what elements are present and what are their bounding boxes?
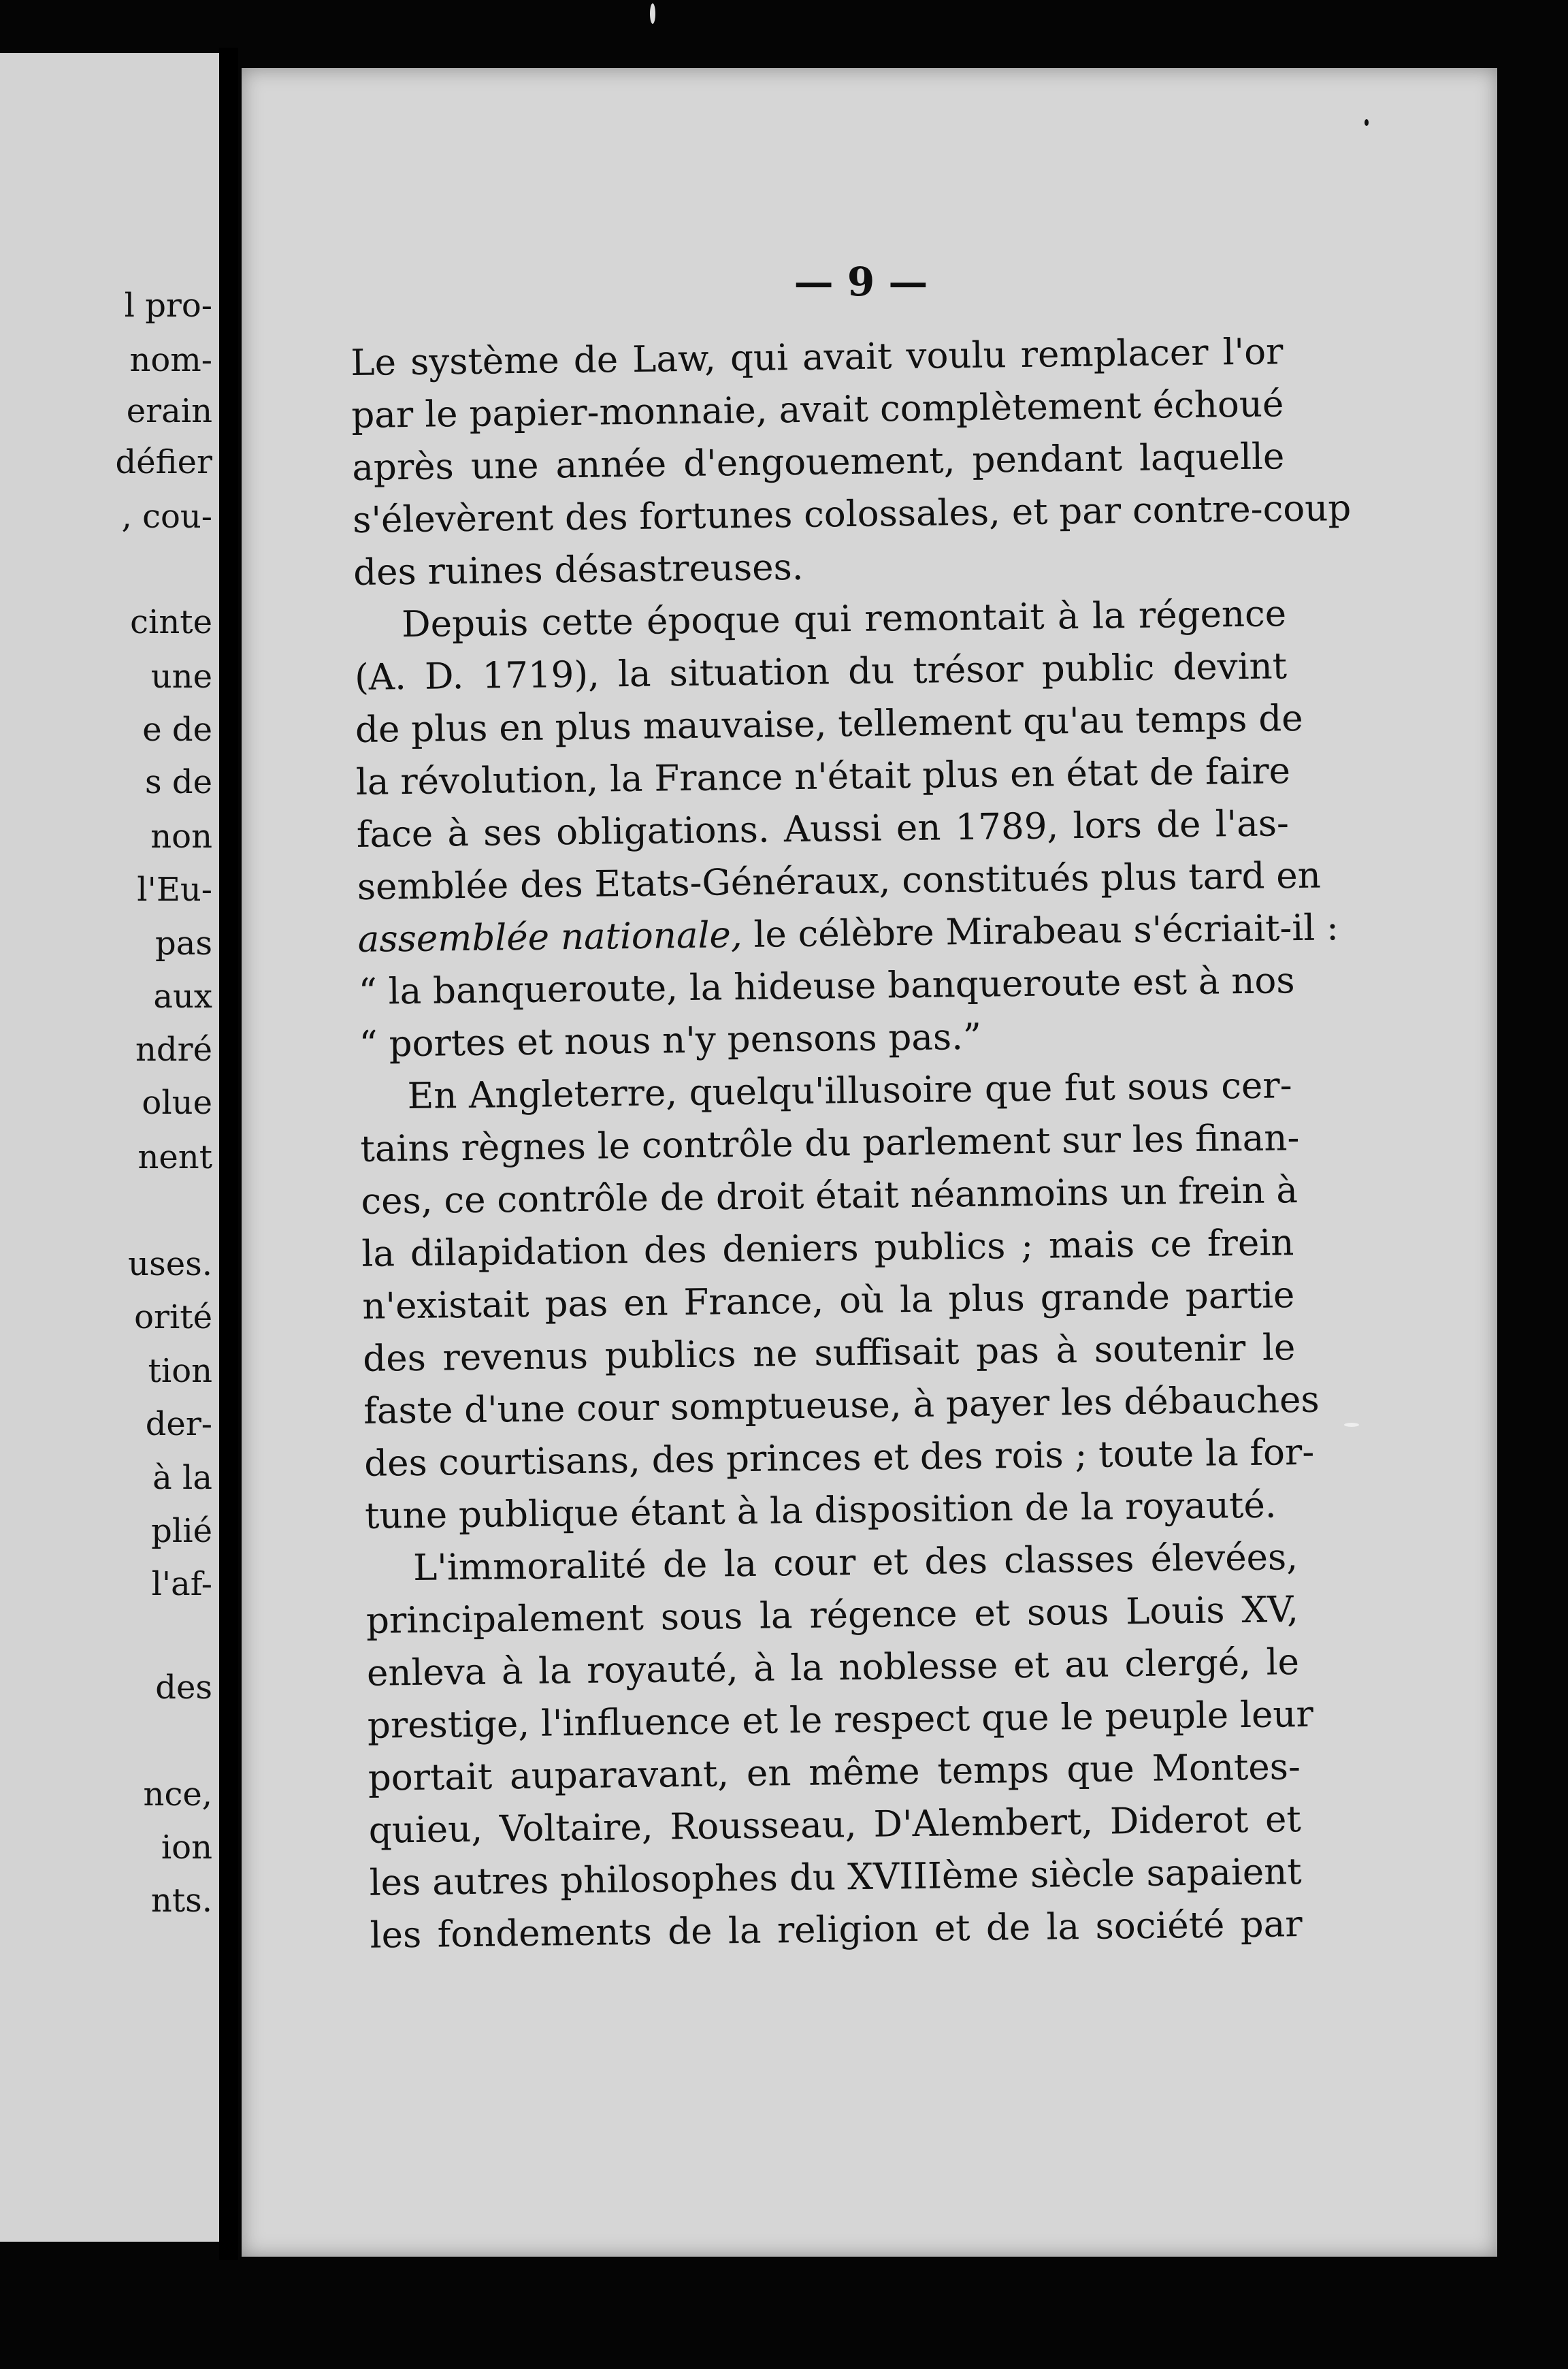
text-line: “ portes et nous n'y pensons pas.”: [359, 1016, 982, 1065]
left-page-line-fragment: orité: [134, 1298, 212, 1336]
text-line: principalement sous la régence et sous Louis XV,: [365, 1589, 1299, 1642]
text-line: portait auparavant, en même temps que Montes-: [368, 1746, 1301, 1799]
left-page-line-fragment: nce,: [143, 1775, 212, 1814]
body-text: [350, 325, 1352, 1962]
left-page-line-fragment: l'af-: [151, 1565, 212, 1603]
book-page: [242, 68, 1497, 2257]
left-page-line-fragment: non: [150, 818, 212, 856]
left-page-line-fragment: tion: [148, 1352, 212, 1390]
text-line: (A. D. 1719), la situation du trésor public devint: [354, 645, 1288, 698]
italic-phrase: assemblée nationale,: [357, 914, 743, 961]
scan-speck: [1365, 119, 1369, 126]
text-line: L'immoralité de la cour et des classes élevées,: [412, 1536, 1298, 1590]
text-line: après une année d'engouement, pendant laquelle: [351, 436, 1285, 489]
text-line: des revenus publics ne suffisait pas à soutenir le: [362, 1327, 1296, 1380]
text-line: Le système de Law, qui avait voulu remplacer l'or: [350, 331, 1284, 384]
left-page-line-fragment: nent: [137, 1138, 212, 1176]
left-page-line-fragment: e de: [142, 711, 212, 749]
text-line-rest: le célèbre Mirabeau s'écriait-il :: [742, 907, 1339, 956]
text-line: tune publique étant à la disposition de la royauté.: [364, 1484, 1277, 1537]
left-page-line-fragment: défier: [115, 443, 212, 481]
text-line: Depuis cette époque qui remontait à la régence: [401, 593, 1287, 646]
text-line: la dilapidation des deniers publics ; mais ce frein: [361, 1222, 1294, 1275]
left-page-line-fragment: , cou-: [121, 498, 212, 536]
text-line: de plus en plus mauvaise, tellement qu'au temps de: [355, 697, 1303, 751]
text-line: les fondements de la religion et de la société par: [370, 1903, 1303, 1956]
text-line: tains règnes le contrôle du parlement sur les finan-: [360, 1117, 1300, 1170]
text-line: des ruines désastreuses.: [353, 546, 804, 594]
text-line: semblée des Etats-Généraux, constitués plus tard en: [357, 854, 1322, 908]
left-page-line-fragment: aux: [153, 978, 212, 1016]
text-line: “ la banqueroute, la hideuse banqueroute est à nos: [358, 960, 1295, 1013]
left-page-line-fragment: ion: [161, 1828, 212, 1867]
text-line: faste d'une cour somptueuse, à payer les débauches: [363, 1379, 1320, 1432]
previous-page-fragment: [0, 53, 219, 2242]
left-page-line-fragment: olue: [142, 1084, 212, 1122]
left-page-line-fragment: erain: [126, 392, 212, 430]
left-page-line-fragment: l'Eu-: [137, 871, 212, 909]
left-page-line-fragment: pas: [155, 924, 212, 963]
text-line: par le papier-monnaie, avait complètement échoué: [351, 383, 1284, 436]
text-line: quieu, Voltaire, Rousseau, D'Alembert, Diderot et: [368, 1799, 1302, 1852]
page-gutter: [219, 48, 238, 2260]
left-page-line-fragment: des: [155, 1669, 212, 1707]
text-line: des courtisans, des princes et des rois ; toute la for-: [363, 1431, 1315, 1485]
left-page-line-fragment: nom-: [129, 341, 212, 379]
text-line: prestige, l'influence et le respect que le peuple leur: [367, 1693, 1314, 1747]
scan-speck: [650, 3, 655, 24]
left-page-line-fragment: ndré: [135, 1031, 212, 1069]
left-page-line-fragment: cinte: [130, 603, 212, 641]
left-page-line-fragment: nts.: [150, 1882, 212, 1920]
text-line: ces, ce contrôle de droit était néanmoins un frein à: [361, 1170, 1298, 1223]
left-page-line-fragment: une: [150, 658, 212, 696]
left-page-line-fragment: plié: [151, 1512, 212, 1550]
page-number: — 9 —: [794, 259, 928, 305]
left-page-line-fragment: uses.: [128, 1245, 212, 1283]
text-line: face à ses obligations. Aussi en 1789, lors de l'as-: [356, 803, 1290, 856]
left-page-line-fragment: s de: [144, 763, 212, 801]
text-line: En Angleterre, quelqu'illusoire que fut sous cer-: [407, 1065, 1292, 1118]
text-line: les autres philosophes du XVIIIème siècle sapaient: [369, 1851, 1303, 1904]
text-line: n'existait pas en France, où la plus grande partie: [362, 1274, 1295, 1327]
text-line: enleva à la royauté, à la noblesse et au clergé, le: [366, 1641, 1300, 1694]
left-page-line-fragment: l pro-: [124, 287, 212, 325]
scan-speck: [1344, 1423, 1359, 1427]
text-line: s'élevèrent des fortunes colossales, et par contre-coup: [352, 487, 1352, 541]
text-line: la révolution, la France n'était plus en état de faire: [355, 750, 1291, 803]
left-page-line-fragment: à la: [152, 1459, 212, 1497]
left-page-line-fragment: der-: [145, 1405, 212, 1443]
